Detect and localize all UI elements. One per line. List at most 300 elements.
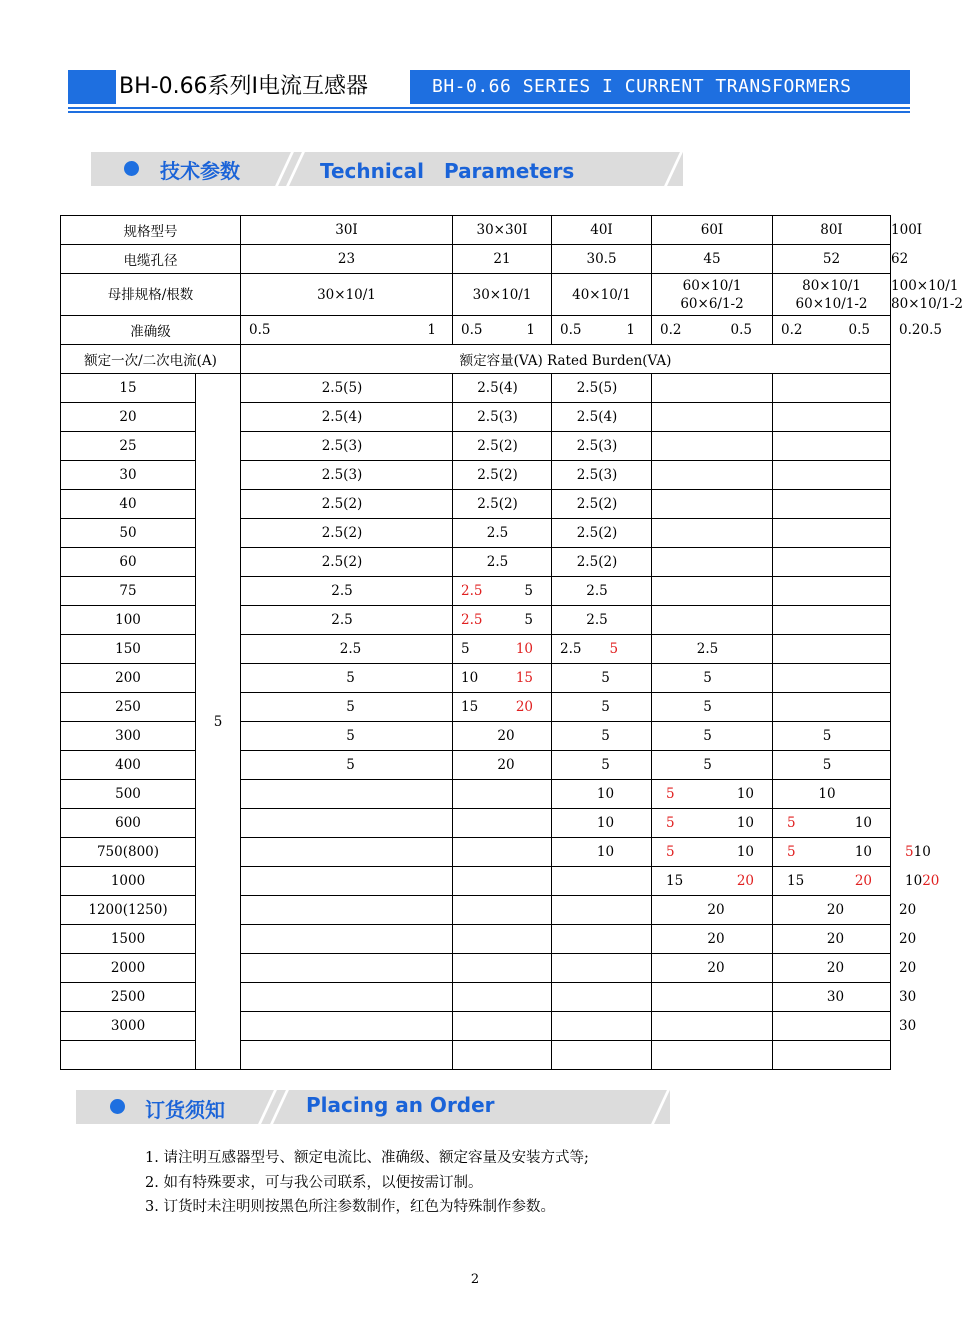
burden-cell: [552, 403, 652, 432]
busbar-value: 60×10/1-2: [795, 295, 868, 312]
busbar-cell: [652, 274, 773, 316]
burden-cell: [241, 664, 453, 693]
section-title-order-en: Placing an Order: [306, 1093, 495, 1117]
burden-cell: [453, 635, 552, 664]
burden-value: 2.5: [696, 641, 719, 657]
accuracy-value: 0.2: [781, 322, 803, 338]
burden-value: 2.5: [586, 612, 608, 628]
busbar-cell: [453, 274, 552, 316]
burden-value: 5: [666, 786, 675, 802]
burden-value: 5: [601, 699, 610, 715]
burden-cell: [652, 954, 773, 983]
burden-cell: [241, 1012, 453, 1041]
burden-cell: [552, 693, 652, 722]
burden-cell: [552, 519, 652, 548]
table-row: [61, 490, 891, 519]
accuracy-value: 0.5: [848, 322, 871, 338]
accuracy-cell: [453, 316, 552, 345]
accuracy-value: 1: [626, 322, 636, 338]
burden-value: 2.5: [339, 641, 362, 657]
primary-current-cell: 1200(1250): [61, 896, 196, 925]
burden-cell: [241, 548, 453, 577]
header-title-cn: BH-0.66系列Ⅰ电流互感器: [116, 70, 410, 104]
burden-cell: [552, 809, 652, 838]
row-header: 电缆孔径: [61, 245, 241, 274]
section-title-tech-cn: 技术参数: [160, 159, 240, 183]
table-row: [61, 925, 891, 954]
accuracy-value: 0.5: [730, 322, 753, 338]
burden-cell: [453, 664, 552, 693]
burden-value: 30: [899, 1018, 917, 1034]
burden-value: 2.5: [486, 525, 509, 541]
spec-table: [60, 215, 963, 1070]
burden-cell: [552, 490, 652, 519]
page-number: 2: [470, 1272, 480, 1287]
burden-cell: [773, 722, 891, 751]
hole-cell: 45: [652, 245, 773, 274]
busbar-cell: [241, 274, 453, 316]
burden-cell: [453, 925, 552, 954]
burden-value: 20: [922, 873, 940, 889]
burden-cell: [773, 983, 891, 1012]
burden-cell: [773, 954, 891, 983]
burden-cell: [773, 577, 891, 606]
burden-cell: [241, 867, 453, 896]
table-row: [61, 519, 891, 548]
burden-value: 5: [822, 728, 832, 744]
burden-value: 15: [461, 699, 479, 715]
burden-value: 10: [596, 786, 615, 802]
burden-value: 10: [461, 670, 479, 686]
burden-value: 5: [703, 670, 712, 686]
burden-value: 5: [346, 699, 355, 715]
burden-cell: [773, 925, 891, 954]
burden-cell: [773, 606, 891, 635]
table-row: [61, 403, 891, 432]
burden-cell: [652, 809, 773, 838]
burden-value: 5: [703, 728, 712, 744]
primary-current-cell: 600: [61, 809, 196, 838]
burden-cell: [453, 374, 552, 403]
busbar-value: 60×10/1: [682, 277, 742, 294]
burden-value: 5: [905, 844, 914, 860]
burden-value: 30: [899, 989, 917, 1005]
accuracy-value: 0.5: [461, 322, 483, 338]
accuracy-value: 0.5: [560, 322, 582, 338]
burden-value: 10: [736, 786, 755, 802]
burden-cell: [552, 374, 652, 403]
primary-current-cell: 40: [61, 490, 196, 519]
burden-cell: [773, 693, 891, 722]
burden-cell: [552, 461, 652, 490]
burden-cell: [453, 577, 552, 606]
burden-cell: [241, 432, 453, 461]
table-row: [61, 722, 891, 751]
burden-cell: [552, 577, 652, 606]
burden-value: 5: [524, 583, 534, 599]
burden-value: 2.5(4): [321, 409, 363, 425]
primary-current-cell: 1500: [61, 925, 196, 954]
burden-value: 20: [899, 902, 917, 918]
order-note: 3. 订货时未注明则按黑色所注参数制作，红色为特殊制作参数。: [145, 1199, 555, 1215]
burden-cell: [773, 432, 891, 461]
burden-cell: [552, 635, 652, 664]
burden-value: 2.5: [461, 583, 483, 599]
burden-cell: [552, 751, 652, 780]
accuracy-value: 1: [526, 322, 536, 338]
burden-value: 2.5(2): [321, 525, 363, 541]
burden-value: 5: [787, 844, 796, 860]
burden-value: 20: [707, 931, 725, 947]
burden-cell: [652, 925, 773, 954]
burden-value: 20: [497, 757, 515, 773]
burden-cell: [453, 693, 552, 722]
bullet-dot-icon: [110, 1099, 125, 1114]
burden-value: 2.5: [560, 641, 582, 657]
table-row: [61, 809, 891, 838]
primary-current-cell: 250: [61, 693, 196, 722]
busbar-value: 30×10/1: [472, 286, 532, 303]
accuracy-cell: [652, 316, 773, 345]
burden-cell: [773, 1041, 891, 1070]
burden-cell: [453, 403, 552, 432]
accuracy-cell: [773, 316, 891, 345]
burden-cell: [241, 809, 453, 838]
burden-cell: [552, 867, 652, 896]
burden-value: 10: [736, 815, 755, 831]
table-row: [61, 432, 891, 461]
busbar-value: 40×10/1: [572, 286, 631, 303]
primary-current-cell: 75: [61, 577, 196, 606]
burden-cell: [453, 461, 552, 490]
busbar-cell: [773, 274, 891, 316]
table-row: [61, 1012, 891, 1041]
burden-cell: [552, 664, 652, 693]
burden-cell: [652, 461, 773, 490]
burden-cell: [552, 1041, 652, 1070]
burden-cell: [652, 751, 773, 780]
burden-cell: [652, 606, 773, 635]
burden-cell: [773, 838, 891, 867]
table-row: [61, 548, 891, 577]
burden-cell: [453, 983, 552, 1012]
busbar-value: 30×10/1: [317, 286, 376, 303]
burden-cell: [773, 374, 891, 403]
burden-value: 2.5(5): [576, 380, 618, 396]
burden-value: 5: [609, 641, 619, 657]
burden-value: 2.5(2): [477, 496, 518, 512]
primary-current-cell: 2000: [61, 954, 196, 983]
primary-current-cell: 60: [61, 548, 196, 577]
burden-cell: [241, 838, 453, 867]
table-row: 电缆孔径 23 21 30.5 45 52 62: [61, 245, 891, 274]
burden-cell: [652, 490, 773, 519]
burden-cell: [552, 548, 652, 577]
burden-cell: [652, 1041, 773, 1070]
table-row: 规格型号 30I 30×30I 40I 60I 80I 100I: [61, 216, 891, 245]
burden-cell: [652, 577, 773, 606]
section-title-tech-en: Technical Parameters: [320, 159, 575, 183]
table-row: [61, 983, 891, 1012]
accuracy-value: 1: [427, 322, 437, 338]
model-cell: 30×30I: [453, 216, 552, 245]
burden-value: 20: [515, 699, 534, 715]
burden-value: 20: [826, 960, 845, 976]
burden-value: 5: [601, 670, 610, 686]
burden-cell: [552, 925, 652, 954]
burden-cell: [652, 867, 773, 896]
table-row: [61, 316, 891, 345]
primary-current-cell: 25: [61, 432, 196, 461]
row-header: 规格型号: [61, 216, 241, 245]
burden-cell: [453, 1041, 552, 1070]
primary-current-cell: 750(800): [61, 838, 196, 867]
busbar-cell: [552, 274, 652, 316]
burden-cell: [652, 432, 773, 461]
burden-cell: [241, 954, 453, 983]
burden-cell: [241, 693, 453, 722]
accuracy-value: 0.2: [899, 322, 921, 338]
order-note: 2. 如有特殊要求，可与我公司联系，以便按需订制。: [145, 1174, 483, 1191]
burden-value: 5: [666, 815, 675, 831]
burden-cell: [241, 722, 453, 751]
burden-cell: [453, 1012, 552, 1041]
burden-cell: [241, 1041, 453, 1070]
burden-cell: [773, 896, 891, 925]
primary-current-cell: 100: [61, 606, 196, 635]
burden-value: 2.5(2): [576, 525, 618, 541]
burden-value: 20: [826, 931, 845, 947]
burden-value: 2.5(3): [477, 409, 518, 425]
burden-cell: [453, 809, 552, 838]
burden-cell: [652, 519, 773, 548]
header-title-en: BH-0.66 SERIES I CURRENT TRANSFORMERS: [432, 76, 852, 97]
burden-cell: [241, 519, 453, 548]
table-row: [61, 635, 891, 664]
burden-cell: [241, 461, 453, 490]
burden-value: 2.5(3): [321, 438, 363, 454]
burden-value: 10: [854, 844, 873, 860]
table-row: [61, 345, 891, 374]
burden-cell: [453, 867, 552, 896]
primary-current-cell: 50: [61, 519, 196, 548]
table-row: [61, 664, 891, 693]
model-cell: 80I: [773, 216, 891, 245]
burden-cell: [453, 548, 552, 577]
burden-value: 15: [787, 873, 805, 889]
burden-value: 5: [346, 670, 355, 686]
hole-cell: 21: [453, 245, 552, 274]
burden-cell: [773, 635, 891, 664]
burden-cell: [453, 838, 552, 867]
burden-value: 20: [899, 931, 917, 947]
burden-cell: [552, 1012, 652, 1041]
burden-value: 5: [703, 757, 712, 773]
primary-current-cell: 400: [61, 751, 196, 780]
row-header: 准确级: [61, 316, 241, 345]
model-cell: 40I: [552, 216, 652, 245]
model-cell: 30I: [241, 216, 453, 245]
burden-value: 20: [497, 728, 515, 744]
burden-value: 30: [826, 989, 845, 1005]
burden-value: 10: [596, 815, 615, 831]
table-row: [61, 606, 891, 635]
burden-value: 2.5(2): [321, 496, 363, 512]
burden-value: 10: [736, 844, 755, 860]
burden-value: 10: [818, 786, 836, 802]
accuracy-value: 0.5: [249, 322, 271, 338]
primary-current-cell: 1000: [61, 867, 196, 896]
burden-value: 2.5(2): [576, 554, 618, 570]
burden-value: 2.5: [586, 583, 608, 599]
table-row: [61, 374, 891, 403]
burden-cell: [773, 403, 891, 432]
burden-cell: [241, 983, 453, 1012]
burden-value: 2.5: [331, 612, 353, 628]
primary-current-cell: 20: [61, 403, 196, 432]
burden-cell: [652, 722, 773, 751]
burden-cell: [453, 896, 552, 925]
burden-cell: [453, 432, 552, 461]
burden-cell: [773, 1012, 891, 1041]
burden-cell: [552, 780, 652, 809]
burden-value: 20: [899, 960, 917, 976]
burden-value: 2.5(3): [576, 467, 618, 483]
primary-current-cell: 2500: [61, 983, 196, 1012]
burden-value: 5: [346, 728, 355, 744]
table-row: [61, 896, 891, 925]
row-header: 母排规格/根数: [61, 274, 241, 316]
secondary-current-cell: 5: [196, 374, 241, 1070]
model-cell: 60I: [652, 216, 773, 245]
burden-value: 5: [703, 699, 712, 715]
burden-cell: [552, 954, 652, 983]
burden-value: 2.5(2): [477, 438, 518, 454]
burden-cell: [552, 722, 652, 751]
burden-cell: [453, 722, 552, 751]
burden-cell: [773, 867, 891, 896]
accuracy-value: 0.5: [920, 322, 942, 338]
burden-value: 10: [515, 641, 534, 657]
burden-value: 2.5(4): [576, 409, 618, 425]
primary-current-cell: 300: [61, 722, 196, 751]
bullet-dot-icon: [124, 161, 139, 176]
busbar-value: 80×10/1: [802, 277, 861, 294]
primary-current-cell: 30: [61, 461, 196, 490]
burden-value: 5: [666, 844, 675, 860]
burden-cell: [773, 664, 891, 693]
hole-cell: 30.5: [552, 245, 652, 274]
table-row: [61, 838, 891, 867]
table-row: [61, 1041, 891, 1070]
burden-cell: [652, 983, 773, 1012]
burden-value: 20: [707, 960, 725, 976]
burden-value: 2.5(4): [477, 380, 518, 396]
burden-cell: [552, 838, 652, 867]
burden-cell: [453, 490, 552, 519]
burden-value: 5: [346, 757, 355, 773]
burden-cell: [652, 896, 773, 925]
burden-cell: [241, 925, 453, 954]
burden-value: 5: [461, 641, 470, 657]
burden-cell: [241, 577, 453, 606]
burden-cell: [552, 606, 652, 635]
burden-value: 10: [913, 844, 931, 860]
burden-cell: [453, 519, 552, 548]
burden-value: 20: [736, 873, 755, 889]
burden-cell: [652, 548, 773, 577]
burden-cell: [773, 809, 891, 838]
burden-cell: [453, 780, 552, 809]
table-row: 母排规格/根数 30×10/1 30×10/1 40×10/1 60×10/1 60×6/1-2 80×10/1 60×10/1-2 100×10/1 80×10/1-2: [61, 274, 891, 316]
burden-value: 5: [601, 728, 610, 744]
burden-value: 20: [854, 873, 873, 889]
hole-cell: 52: [773, 245, 891, 274]
hole-cell: 23: [241, 245, 453, 274]
burden-cell: [552, 983, 652, 1012]
burden-value: 2.5(5): [321, 380, 363, 396]
primary-current-cell: [61, 1041, 196, 1070]
primary-current-cell: 500: [61, 780, 196, 809]
burden-cell: [773, 548, 891, 577]
table-row: [61, 954, 891, 983]
burden-value: 10: [596, 844, 615, 860]
burden-value: 5: [601, 757, 610, 773]
burden-value: 5: [524, 612, 534, 628]
current-label: 额定一次/二次电流(A): [61, 345, 241, 374]
burden-cell: [652, 664, 773, 693]
burden-cell: [241, 896, 453, 925]
burden-cell: [552, 432, 652, 461]
burden-cell: [241, 635, 453, 664]
burden-cell: [241, 780, 453, 809]
primary-current-cell: 150: [61, 635, 196, 664]
burden-value: 2.5(2): [477, 467, 518, 483]
burden-value: 5: [787, 815, 796, 831]
burden-cell: [652, 635, 773, 664]
table-row: [61, 693, 891, 722]
primary-current-cell: 15: [61, 374, 196, 403]
burden-cell: [773, 461, 891, 490]
burden-value: 2.5: [331, 583, 353, 599]
accuracy-value: 0.2: [660, 322, 682, 338]
burden-cell: [652, 403, 773, 432]
table-row: [61, 867, 891, 896]
burden-cell: [652, 693, 773, 722]
primary-current-cell: 200: [61, 664, 196, 693]
burden-value: 15: [666, 873, 684, 889]
burden-cell: [773, 519, 891, 548]
burden-cell: [241, 490, 453, 519]
burden-value: 2.5(2): [321, 554, 363, 570]
burden-cell: [241, 751, 453, 780]
accuracy-cell: [552, 316, 652, 345]
accuracy-cell: [241, 316, 453, 345]
burden-cell: [652, 838, 773, 867]
burden-cell: [241, 403, 453, 432]
burden-cell: [652, 374, 773, 403]
order-notes: [145, 1146, 589, 1220]
header-rule-top: [68, 107, 910, 109]
burden-cell: [773, 780, 891, 809]
burden-value: 15: [515, 670, 534, 686]
section-title-order-cn: 订货须知: [145, 1098, 225, 1122]
table-row: [61, 751, 891, 780]
table-row: [61, 461, 891, 490]
primary-current-cell: 3000: [61, 1012, 196, 1041]
burden-cell: [552, 896, 652, 925]
burden-cell: [652, 780, 773, 809]
